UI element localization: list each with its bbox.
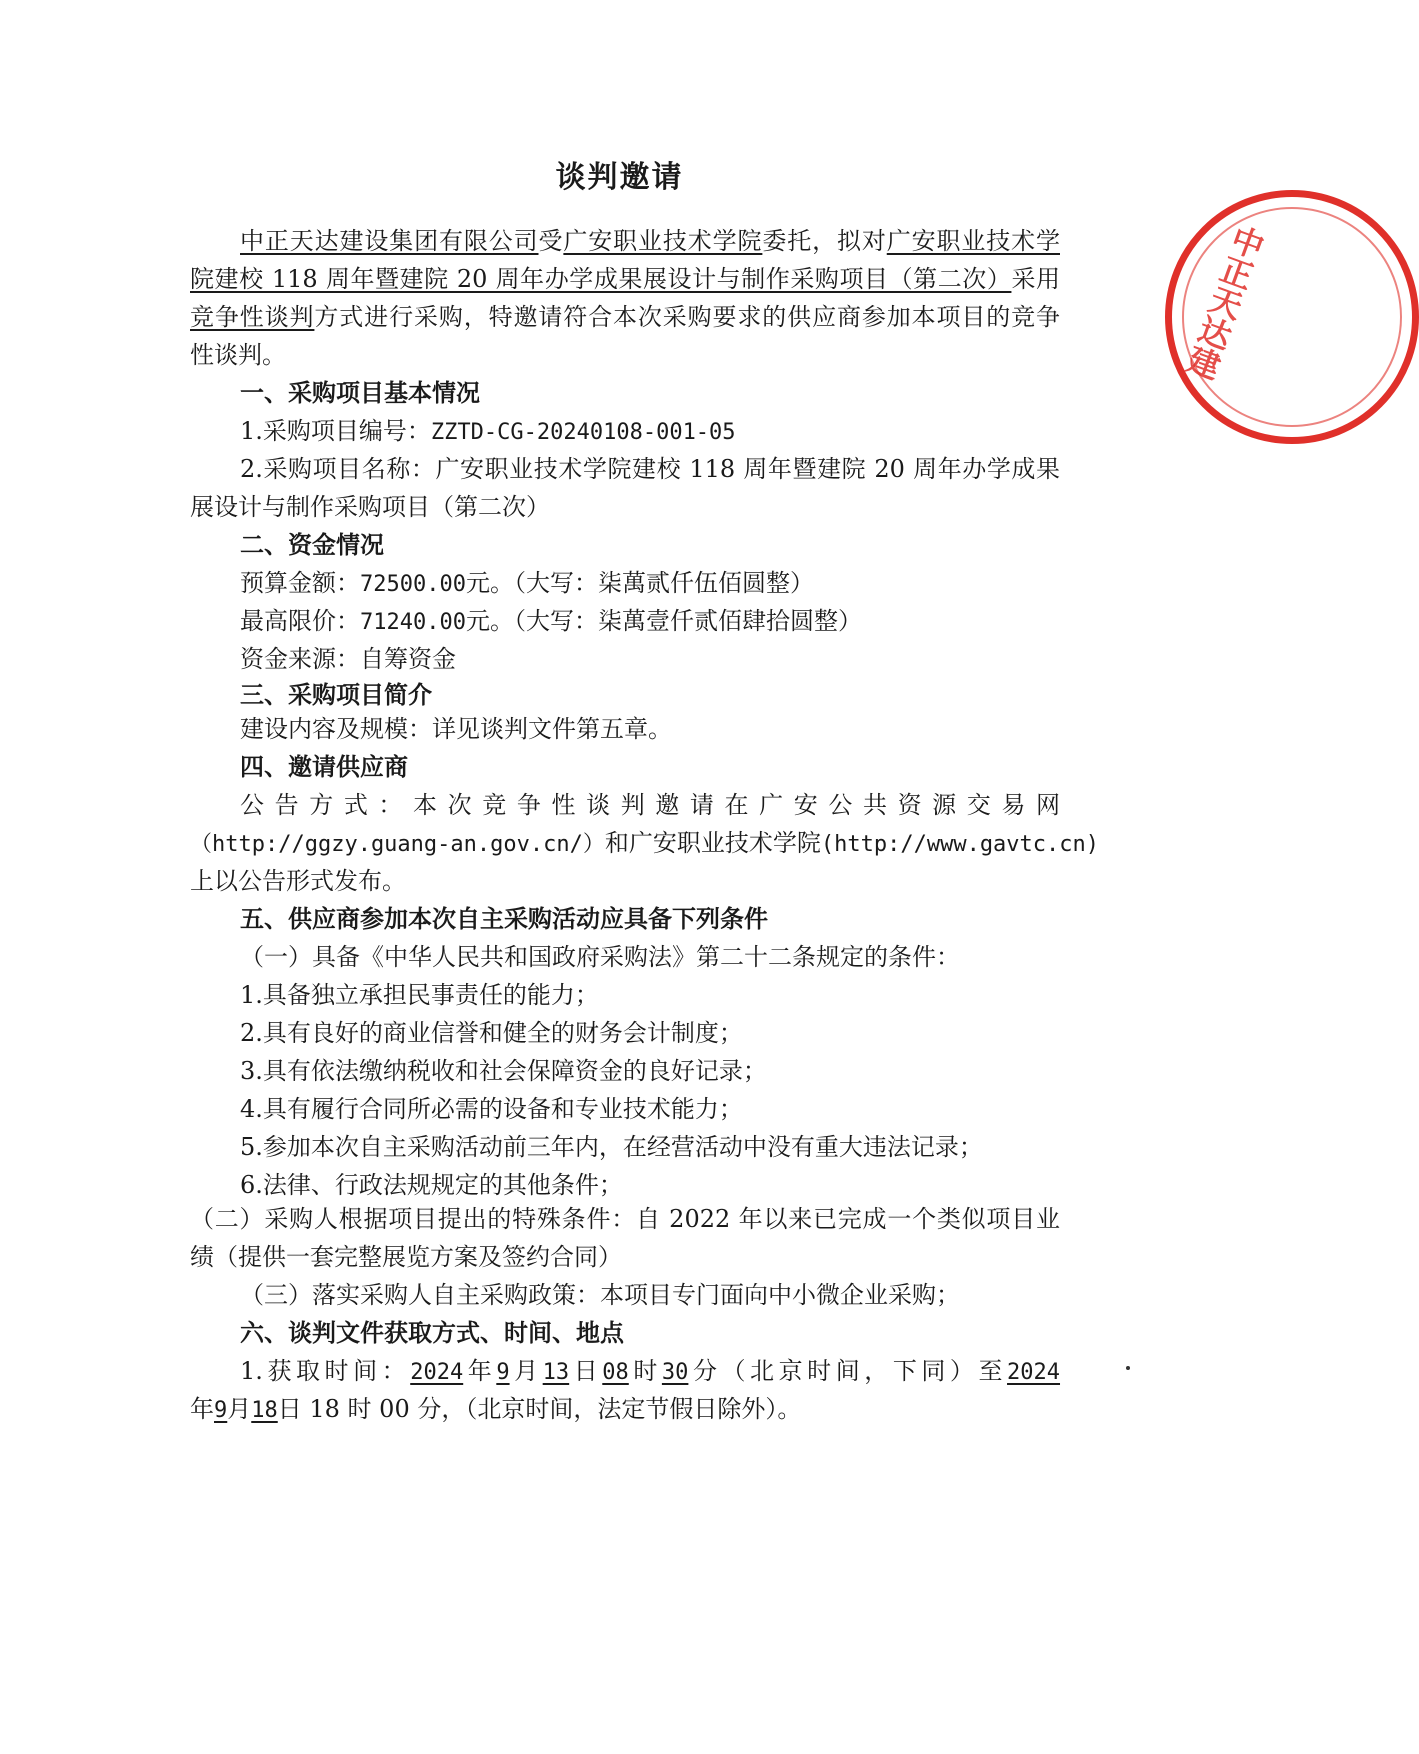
project-name: 院建校 118 周年暨建院 20 周年办学成果展设计与制作采购项目（第二次） bbox=[190, 265, 1012, 293]
max-price-value: 71240.00 bbox=[360, 610, 466, 635]
project-number: 1.采购项目编号：ZZTD-CG-20240108-001-05 bbox=[240, 417, 736, 445]
section-heading-2: 二、资金情况 bbox=[240, 531, 384, 559]
project-number-value: ZZTD-CG-20240108-001-05 bbox=[430, 420, 736, 445]
start-day: 13 bbox=[542, 1360, 570, 1385]
start-hour: 08 bbox=[602, 1360, 629, 1385]
section-heading-3: 三、采购项目简介 bbox=[240, 681, 432, 709]
fund-source: 资金来源：自筹资金 bbox=[240, 645, 456, 673]
company-seal bbox=[1165, 190, 1419, 444]
condition-item: 6.法律、行政法规规定的其他条件； bbox=[240, 1171, 623, 1199]
acquisition-time-line-2: 年9月18日 18 时 00 分，（北京时间，法定节假日除外）。 bbox=[190, 1395, 802, 1423]
subsection-1: （一）具备《中华人民共和国政府采购法》第二十二条规定的条件： bbox=[240, 943, 960, 971]
start-month: 9 bbox=[496, 1360, 510, 1385]
intro-line-4: 性谈判。 bbox=[190, 341, 286, 369]
intro-line-2: 院建校 118 周年暨建院 20 周年办学成果展设计与制作采购项目（第二次）采用 bbox=[190, 265, 1060, 293]
subsection-2-line-1: （二）采购人根据项目提出的特殊条件：自 2022 年以来已完成一个类似项目业 bbox=[190, 1205, 1060, 1233]
announcement-line-3: 上以公告形式发布。 bbox=[190, 867, 406, 895]
condition-item: 3.具有依法缴纳税收和社会保障资金的良好记录； bbox=[240, 1057, 767, 1085]
end-day: 18 bbox=[251, 1398, 278, 1423]
project-name-line-2: 展设计与制作采购项目（第二次） bbox=[190, 493, 550, 521]
start-minute: 30 bbox=[661, 1360, 689, 1385]
condition-item: 4.具有履行合同所必需的设备和专业技术能力； bbox=[240, 1095, 743, 1123]
section-heading-1: 一、采购项目基本情况 bbox=[240, 379, 480, 407]
intro-line-3: 竞争性谈判方式进行采购，特邀请符合本次采购要求的供应商参加本项目的竞争 bbox=[190, 303, 1061, 331]
intro-line-1: 中正天达建设集团有限公司受广安职业技术学院委托，拟对广安职业技术学 bbox=[240, 227, 1060, 255]
max-price: 最高限价：71240.00元。（大写：柒萬壹仟贰佰肆拾圆整） bbox=[240, 607, 862, 635]
start-year: 2024 bbox=[410, 1360, 464, 1385]
scan-speck bbox=[1126, 1366, 1130, 1370]
procurement-method: 竞争性谈判 bbox=[190, 303, 315, 331]
section-heading-5: 五、供应商参加本次自主采购活动应具备下列条件 bbox=[240, 905, 768, 933]
condition-item: 2.具有良好的商业信誉和健全的财务会计制度； bbox=[240, 1019, 743, 1047]
condition-item: 1.具备独立承担民事责任的能力； bbox=[240, 981, 599, 1009]
gavtc-link[interactable]: (http://www.gavtc.cn) bbox=[820, 832, 1100, 857]
announcement-urls: （http://ggzy.guang-an.gov.cn/）和广安职业技术学院(http://www.gavtc.cn) bbox=[190, 829, 1100, 857]
purchaser-name: 广安职业技术学院 bbox=[563, 227, 763, 255]
end-month: 9 bbox=[214, 1398, 228, 1423]
construction-scope: 建设内容及规模：详见谈判文件第五章。 bbox=[240, 715, 672, 743]
section-heading-4: 四、邀请供应商 bbox=[240, 753, 408, 781]
ggzy-link[interactable]: （http://ggzy.guang-an.gov.cn/） bbox=[190, 832, 605, 857]
agency-name: 中正天达建设集团有限公司 bbox=[240, 227, 539, 255]
acquisition-time-line-1: 1.获取时间：2024年9月13日08时30分（北京时间，下同）至2024 bbox=[240, 1357, 1061, 1385]
page-title: 谈判邀请 bbox=[555, 160, 684, 195]
section-heading-6: 六、谈判文件获取方式、时间、地点 bbox=[240, 1319, 624, 1347]
budget-value: 72500.00 bbox=[360, 572, 466, 597]
condition-item: 5.参加本次自主采购活动前三年内，在经营活动中没有重大违法记录； bbox=[240, 1133, 983, 1161]
subsection-3: （三）落实采购人自主采购政策：本项目专门面向中小微企业采购； bbox=[240, 1281, 960, 1309]
end-year: 2024 bbox=[1007, 1360, 1061, 1385]
project-name-line-1: 2.采购项目名称：广安职业技术学院建校 118 周年暨建院 20 周年办学成果 bbox=[240, 455, 1060, 483]
subsection-2-line-2: 绩（提供一套完整展览方案及签约合同） bbox=[190, 1243, 622, 1271]
announcement-method: 公告方式：本次竞争性谈判邀请在广安公共资源交易网 bbox=[240, 791, 1060, 819]
seal-text: 中正天达建 bbox=[1179, 219, 1270, 384]
budget-amount: 预算金额：72500.00元。（大写：柒萬贰仟伍佰圆整） bbox=[240, 569, 814, 597]
